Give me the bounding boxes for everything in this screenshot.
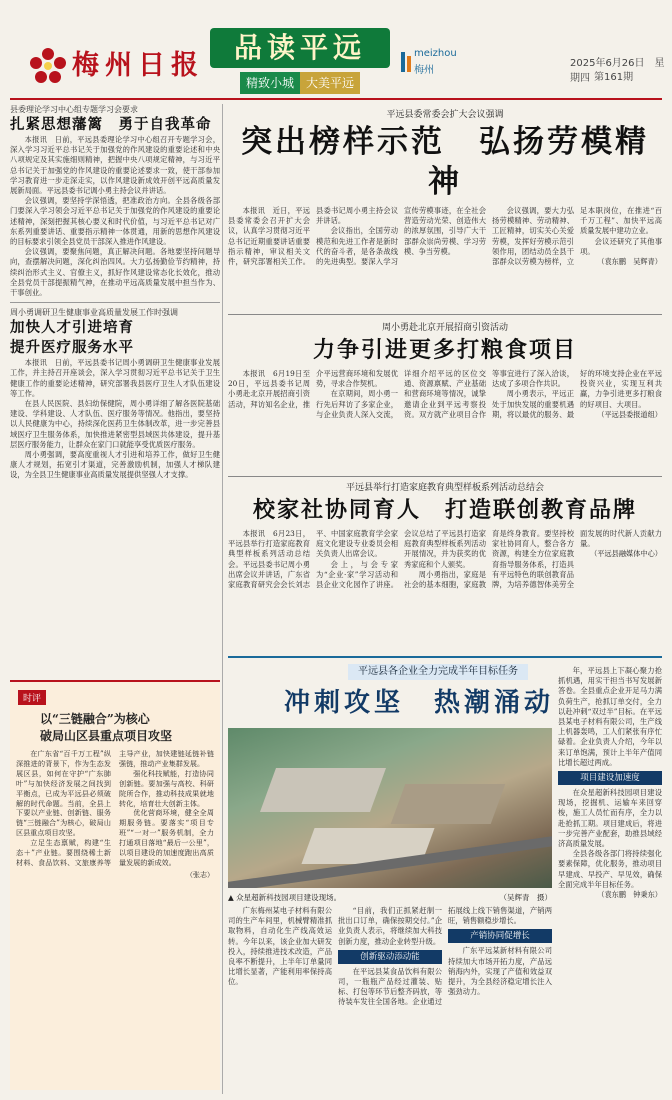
column-rule xyxy=(222,104,223,1094)
article-body xyxy=(228,369,662,471)
article-kicker: 平远县举行打造家庭教育典型样板系列活动总结会 xyxy=(345,483,544,493)
photo-credit: （吴辉青 摄） xyxy=(499,893,552,902)
section-banner xyxy=(210,28,390,98)
article-byline: （袁东鹏 钟秉东） xyxy=(597,890,662,900)
article-kicker: 平远县各企业全力完成半年目标任务 xyxy=(348,664,528,680)
meizhou-chinese: 梅州 xyxy=(414,65,434,76)
article-enterprises xyxy=(228,656,662,1096)
article-headline: 力争引进更多打粮食项目 xyxy=(312,337,577,363)
article-headline: 加快人才引进培育 xyxy=(10,319,134,337)
article-paragraph: 广东梅州某电子材料有限公司的生产车间里，机械臂精准抓取物料，自动化生产线高效运转。今年以来，该企业加大研发投入，持续推进技术改造，产品良率不断提升，上半年订单量同比增长显著，产能利用率保持高位。 xyxy=(228,906,332,987)
article-paragraph: 周小勇强调，要高度重视人才引进和培养工作，做好卫生健康人才规划，拓宽引才渠道，完善激励机制，加强人才梯队建设，为全县卫生健康事业高质量发展提供坚强人才支撑。 xyxy=(10,450,220,480)
article-paragraph: 会议指出，全国劳动模范和先进工作者是新时代的奋斗者，是各条战线的先进典型。要深入学习宣传劳模事迹，在全社会营造劳动光荣、创造伟大的浓厚氛围，引导广大干部群众崇尚劳模、学习劳模、争当劳模。 xyxy=(316,206,486,267)
section-slogan xyxy=(210,72,390,94)
article-sidebar-text xyxy=(558,666,662,900)
section-subhead: 项目建设加速度 xyxy=(558,771,662,785)
article-paragraph: 在平远县某食品饮料有限公司，一瓶瓶产品经过灌装、贴标、打包等环节后整齐码放，等待装车发往全国各地。企业通过拓展线上线下销售渠道，产销两旺，销售额稳步增长。 xyxy=(338,906,552,1007)
article-byline: （袁东鹏 吴辉青） xyxy=(597,257,662,267)
article-body xyxy=(228,529,662,651)
plum-blossom-icon xyxy=(28,46,68,86)
article-paragraph: 周小勇指出，家庭是社会的基本细胞，家庭教育是终身教育。要坚持校家社协同育人，整合各方资源，构建全方位家庭教育指导服务体系，打造具有平远特色的联创教育品牌，为培养德智体美劳全面发展的时代新人贡献力量。 xyxy=(404,529,662,590)
paper-logo xyxy=(28,46,208,86)
article-paragraph: 会议强调，要聚焦问题，真正解决问题。各地要坚持问题导向，查摆解决问题，深化纠治四风。大力弘扬勤俭节约精神，持续纠治形式主义、官僚主义，抓好作风建设常态化长效化，推动全县党员干部提振精气神，在推动平远高质量发展中担当作为、干事创业。 xyxy=(10,247,220,298)
article-study-session xyxy=(10,104,220,298)
photo-building xyxy=(391,784,506,824)
article-kicker: 周小勇赴北京开展招商引资活动 xyxy=(381,323,508,333)
article-byline: （张志） xyxy=(186,870,214,879)
slogan-left: 精致小城 xyxy=(240,72,300,94)
commentary-box xyxy=(10,680,220,1090)
meizhou-latin: meizhou xyxy=(414,48,457,59)
section-subhead: 创新驱动添动能 xyxy=(338,950,442,964)
meizhou-emblem-icon xyxy=(400,50,412,74)
article-paragraph: 会议强调，要大力弘扬劳模精神、劳动精神、工匠精神，切实关心关爱劳模，发挥好劳模示范引领作用，团结动员全县干部群众以劳模为榜样，立足本职岗位，在推进“百千万工程”、加快平远高质量发展中建功立业。 xyxy=(492,206,662,267)
article-paragraph: 本报讯 6月23日，平远县举行打造家庭教育典型样板系列活动总结会。平远县委书记周小勇出席会议并讲话，广东省家庭教育研究会会长刘志平、中国家庭教育学会家庭文化建设专业委员会相关负责人出席会议。 xyxy=(228,529,398,590)
article-kicker: 县委理论学习中心组专题学习会要求 xyxy=(10,105,138,114)
article-body xyxy=(228,906,552,1096)
article-paragraph: 会议还研究了其他事项。 xyxy=(580,236,662,256)
article-model-workers xyxy=(228,104,662,312)
article-kicker: 平远县委常委会扩大会议强调 xyxy=(386,110,504,120)
article-headline: 提升医疗服务水平 xyxy=(10,339,134,357)
article-education xyxy=(228,476,662,652)
slogan-right: 大美平远 xyxy=(300,72,360,94)
article-paragraph: 在京期间，周小勇一行先后拜访了多家企业，与企业负责人深入交流，详细介绍平远的区位交通、资源禀赋、产业基础和营商环境等情况，诚挚邀请企业到平远考察投资。双方就产业项目合作等事宜进行了深入洽谈，达成了多项合作共识。 xyxy=(316,369,574,419)
article-kicker: 周小勇调研卫生健康事业高质量发展工作时强调 xyxy=(10,308,178,318)
article-paragraph: 会上，与会专家为“企业·家”学习活动和县企业文化园作了讲座。会议总结了平远县打造家庭教育典型样板系列活动开展情况，并为获奖的优秀家庭和个人颁奖。 xyxy=(316,529,486,590)
article-paragraph: 在县人民医院、县妇幼保健院，周小勇详细了解各医院基础建设、学科建设、人才队伍、医疗服务等情况。他指出，要坚持以人民健康为中心，持续深化医药卫生体制改革，进一步完善县域医疗卫生服务体系，加快推进紧密型县域医共体建设，提升基层医疗服务能力，让群众在家门口就能享受优质医疗服务。 xyxy=(10,399,220,449)
article-paragraph: 本报讯 日前，平远县委书记周小勇调研卫生健康事业发展工作，并主持召开座谈会，深入学习贯彻习近平总书记关于卫生健康工作的重要论述精神，研究部署我县医疗卫生人才队伍建设等工作。 xyxy=(10,358,220,398)
lead-headline: 突出榜样示范 弘扬劳模精神 xyxy=(241,124,649,200)
article-paragraph: 年，平远县上下凝心聚力抢抓机遇，用实干担当书写发展新答卷。全县重点企业开足马力满负荷生产，抢抓订单交付，全力以赴冲刺“双过半”目标。在平远县某电子材料有限公司，生产线上机器轰鸣，工人们紧张有序忙碌着。企业负责人介绍，今年以来订单饱满，预计上半年产值同比增长超过两成。 xyxy=(558,666,662,767)
article-paragraph: 在广东省“百千万工程”纵深推进的背景下，作为生态发展区县，如何在守护“广东肺叶”与加快经济发展之间找到平衡点，已成为平远县必须破解的时代命题。当前，全县上下要以产业链、创新链、服务链“三链融合”为核心，破局山区县重点项目攻坚。 xyxy=(16,749,111,838)
article-paragraph: “目前，我们正抓紧赶制一批出口订单，确保按期交付。”企业负责人表示，将继续加大科技创新力度，推动企业转型升级。 xyxy=(338,906,442,946)
commentary-title: 破局山区县重点项目攻坚 xyxy=(40,729,173,743)
article-paragraph: 周小勇表示，平远正处于加快发展的重要机遇期，将以最优的服务、最好的环境支持企业在平远投资兴业，实现互利共赢，力争引进更多打粮食的好项目、大项目。 xyxy=(492,369,662,419)
divider xyxy=(10,302,220,303)
photo-building xyxy=(260,768,386,812)
commentary-title: 以“三链融合”为核心 xyxy=(40,712,150,726)
article-paragraph: 本报讯 日前，平远县委理论学习中心组召开专题学习会，深入学习习近平总书记关于加强党的作风建设的重要论述和中央八项规定及其实施细则精神，把握中央八项规定精神，与习近平总书记关于加强党的作风建设的重要论述要求一致，使干部参加学习教育进一步走深走实，以作风建设新成效开创平远高质量发展新局面。平远县委书记调小勇主持会议并讲话。 xyxy=(10,135,220,196)
left-column xyxy=(10,104,220,481)
article-byline: （平远县委报道组） xyxy=(597,409,662,419)
masthead xyxy=(0,0,672,98)
feature-headline: 冲刺攻坚 热潮涌动 xyxy=(284,688,555,718)
section-title: 品读平远 xyxy=(210,28,390,68)
article-paragraph: 强化科技赋能，打造协同创新链。要加强与高校、科研院所合作，推动科技成果就地转化，培育壮大创新主体。 xyxy=(119,768,214,808)
article-paragraph: 广东平远某新材料有限公司持续加大市场开拓力度，产品远销海内外，实现了产值和效益双提升，为全县经济稳定增长注入强劲动力。 xyxy=(448,946,552,997)
article-headline: 扎紧思想藩篱 勇于自我革命 xyxy=(10,116,212,133)
issue-date: 2025年6月26日 星期四 xyxy=(570,58,665,84)
commentary-body xyxy=(16,749,214,880)
article-headline: 校家社协同育人 打造联创教育品牌 xyxy=(252,497,637,523)
section-subhead: 产销协同促增长 xyxy=(448,929,552,943)
caption-text: ▲ 众星超新科技园项目建设现场。 xyxy=(228,893,342,902)
paper-name: 梅州日报 xyxy=(72,50,204,81)
masthead-rule xyxy=(10,98,662,100)
photo-caption xyxy=(228,892,552,903)
commentary-tag: 时评 xyxy=(18,690,46,705)
article-paragraph: 本报讯 6月19日至20日，平远县委书记周小勇赴北京开展招商引资活动，拜访知名企业，推介平远营商环境和发展优势，寻求合作契机。 xyxy=(228,369,398,409)
article-paragraph: 立足生态禀赋，构建“生态＋”产业链。要围绕稀土新材料、食品饮料、文旅康养等主导产业，加快建链延链补链强链，推动产业集群发展。 xyxy=(16,749,214,867)
article-paragraph: 会议强调，要坚持学深悟透，把准政治方向。全县各级各部门要深入学习领会习近平总书记关于加强党的作风建设的重要论述精神，深刻把握其核心要义和时代价值，与习近平总书记对广东系列重要讲话、重要指示精神一体贯通，用新的思想作风建设的目标要求引领全县党员干部深入推进作风建设。 xyxy=(10,196,220,247)
meizhou-logo xyxy=(400,48,470,78)
construction-site-photo xyxy=(228,728,552,888)
issue-number: 第161期 xyxy=(594,72,634,83)
article-paragraph: 优化营商环境，健全全周期服务链。要落实“项目专班”“一对一”服务机制，全力打通项目落地“最后一公里”，以项目建设的加速度跑出高质量发展的新成效。 xyxy=(119,808,214,867)
article-health xyxy=(10,307,220,480)
article-byline: （平远县融媒体中心） xyxy=(590,549,662,559)
article-paragraph: 全县各级各部门将持续强化要素保障，优化服务，推动项目早建成、早投产、早见效，确保全面完成半年目标任务。 xyxy=(558,849,662,889)
article-paragraph: 在众星超新科技园项目建设现场，挖掘机、运输车来回穿梭，施工人员忙而有序，全力以赴抢抓工期。项目建成后，将进一步完善产业配套，助推县域经济高质量发展。 xyxy=(558,788,662,849)
article-investment xyxy=(228,314,662,474)
article-paragraph: 本报讯 近日，平远县委常委会召开扩大会议，认真学习贯彻习近平总书记近期重要讲话重要指示精神，审议相关文件，研究部署相关工作。县委书记周小勇主持会议并讲话。 xyxy=(228,206,398,267)
date-block xyxy=(570,54,670,82)
